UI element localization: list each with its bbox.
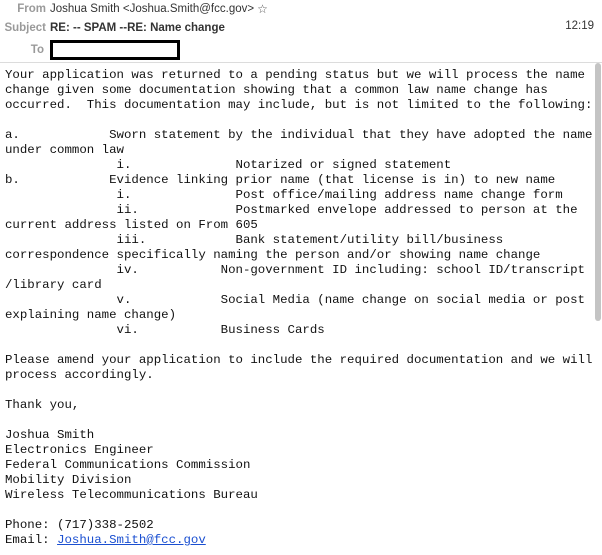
subject-label: Subject: [4, 22, 46, 34]
scrollbar[interactable]: [595, 63, 601, 321]
body-line: Phone: (717)338-2502: [5, 518, 154, 532]
to-label: To: [30, 44, 44, 56]
body-line: Thank you,: [5, 398, 80, 412]
body-line: Electronics Engineer: [5, 443, 154, 457]
body-line: ii. Postmarked envelope addressed to person at the: [5, 203, 578, 217]
body-line: correspondence specifically naming the person and/or showing name change: [5, 248, 541, 262]
email-label: Email:: [5, 533, 58, 547]
body-line: Joshua Smith: [5, 428, 95, 442]
body-line: occurred. This documentation may include, but is not limited to the following:: [5, 98, 593, 112]
body-line: i. Notarized or signed statement: [5, 158, 452, 172]
body-line: Please amend your application to include the required documentation and we will: [5, 353, 593, 367]
body-line: under common law: [5, 143, 124, 157]
body-line: Wireless Telecommunications Bureau: [5, 488, 258, 502]
redacted-recipient: [50, 40, 180, 60]
body-line: [5, 413, 587, 428]
star-icon[interactable]: ☆: [257, 2, 268, 16]
header-divider: [0, 62, 602, 63]
body-line: v. Social Media (name change on social media or post: [5, 293, 585, 307]
body-line: Your application was returned to a pending status but we will process the name: [5, 68, 585, 82]
body-line: [5, 338, 587, 353]
subject-row: [0, 19, 225, 37]
body-line: i. Post office/mailing address name change form: [5, 188, 563, 202]
body-line: /library card: [5, 278, 102, 292]
body-line: vi. Business Cards: [5, 323, 325, 337]
from-row: [0, 0, 268, 18]
from-label: From: [17, 3, 46, 15]
body-line: explaining name change): [5, 308, 177, 322]
body-line: [5, 383, 587, 398]
body-line: current address listed on From 605: [5, 218, 258, 232]
from-address[interactable]: Joshua Smith <Joshua.Smith@fcc.gov>: [50, 3, 255, 15]
body-line: process accordingly.: [5, 368, 154, 382]
body-line: iii. Bank statement/utility bill/business: [5, 233, 504, 247]
body-line: a. Sworn statement by the individual that they have adopted the name: [5, 128, 593, 142]
body-line: [5, 503, 587, 518]
email-line: [5, 533, 587, 548]
email-link[interactable]: Joshua.Smith@fcc.gov: [57, 533, 206, 547]
message-time: 12:19: [565, 20, 594, 32]
body-line: [5, 113, 587, 128]
body-line: iv. Non-government ID including: school ID/transcript: [5, 263, 585, 277]
message-body: [5, 68, 593, 548]
subject-text: RE: -- SPAM --RE: Name change: [50, 22, 225, 34]
message-lines: [5, 68, 593, 533]
body-line: change given some documentation showing that a common law name change has: [5, 83, 548, 97]
body-line: b. Evidence linking prior name (that license is in) to new name: [5, 173, 556, 187]
body-line: Mobility Division: [5, 473, 132, 487]
to-row: [0, 40, 180, 60]
body-line: Federal Communications Commission: [5, 458, 251, 472]
